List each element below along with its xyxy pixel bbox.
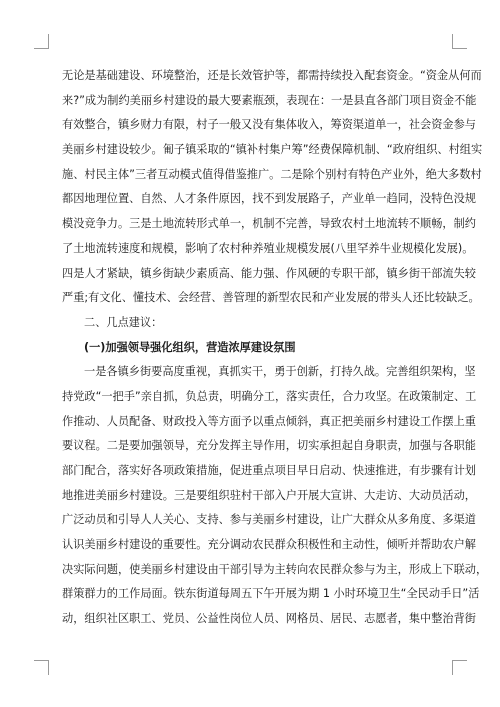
- text-line: 严重;有文化、懂技术、会经营、善管理的新型农民和产业发展的带头人还比较缺乏。: [62, 291, 480, 305]
- text-line: 群策群力的工作局面。铁东街道每周五下午开展为期 1 小时环境卫生“全民动手日”活: [62, 587, 480, 601]
- text-line: 四是人才紧缺，镇乡街缺少素质高、能力强、作风硬的专职干部，镇乡街干部流失较: [62, 266, 476, 280]
- text-line: 广泛动员和引导人人关心、支持、参与美丽乡村建设，让广大群众从多角度、多渠道: [62, 513, 476, 527]
- text-line: 了土地流转速度和规模，影响了农村种养殖业规模发展(八里罕养牛业规模化发展)。: [62, 241, 474, 255]
- text-line: 认识美丽乡村建设的重要性。充分调动农民群众积极性和主动性，倾听并帮助农户解: [62, 538, 476, 552]
- text-line: 模没竞争力。三是土地流转形式单一，机制不完善，导致农村土地流转不顺畅，制约: [62, 217, 476, 231]
- text-line: 地推进美丽乡村建设。三是要组织驻村干部入户开展大宣讲、大走访、大动员活动，: [62, 488, 476, 502]
- text-line: (一)加强领导强化组织，营造浓厚建设氛围: [84, 340, 296, 354]
- text-line: 动，组织社区职工、党员、公益性岗位人员、网格员、居民、志愿者，集中整治背街: [62, 612, 476, 626]
- text-line: 决实际问题，使美丽乡村建设由干部引导为主转向农民群众参与为主，形成上下联动，: [62, 562, 488, 576]
- text-line: 施、村民主体”三者互动模式值得借鉴推广。二是除个别村有特色产业外，绝大多数村: [62, 167, 482, 181]
- text-line: 要议程。二是要加强领导，充分发挥主导作用，切实承担起自身职责，加强与各职能: [62, 439, 476, 453]
- crop-mark-top-right: [452, 34, 467, 49]
- text-line: 作推动、人员配备、财政投入等方面予以重点倾斜，真正把美丽乡村建设工作摆上重: [62, 414, 476, 428]
- text-line: 持党政“一把手”亲自抓，负总责，明确分工，落实责任，合力攻坚。在政策制定、工: [62, 389, 477, 403]
- text-line: 无论是基础建设、环境整治，还是长效管护等，都需持续投入配套资金。“资金从何而: [62, 69, 482, 82]
- text-line: 来?”成为制约美丽乡村建设的最大要素瓶颈，表现在：一是县直各部门项目资金不能: [62, 93, 477, 107]
- crop-mark-bottom-right: [452, 660, 467, 675]
- crop-mark-top-left: [34, 34, 49, 49]
- text-line: 都因地理位置、自然、人才条件原因，找不到发展路子，产业单一趋同，没特色没规: [62, 192, 476, 206]
- text-line: 有效整合，镇乡财力有限，村子一般又没有集体收入，筹资渠道单一，社会资金参与: [62, 118, 476, 132]
- text-line: 美丽乡村建设较少。匍子镇采取的“镇补村集户筹”经费保障机制、“政府组织、村组实: [62, 143, 483, 157]
- crop-mark-bottom-left: [34, 660, 49, 675]
- text-line: 一是各镇乡街要高度重视，真抓实干，勇于创新，打持久战。完善组织架构，坚: [84, 365, 476, 379]
- text-line: 二、几点建议：: [84, 315, 163, 329]
- text-line: 部门配合，落实好各项政策措施，促进重点项目早日启动、快速推进，有步骤有计划: [62, 464, 476, 477]
- document-body: [62, 64, 488, 632]
